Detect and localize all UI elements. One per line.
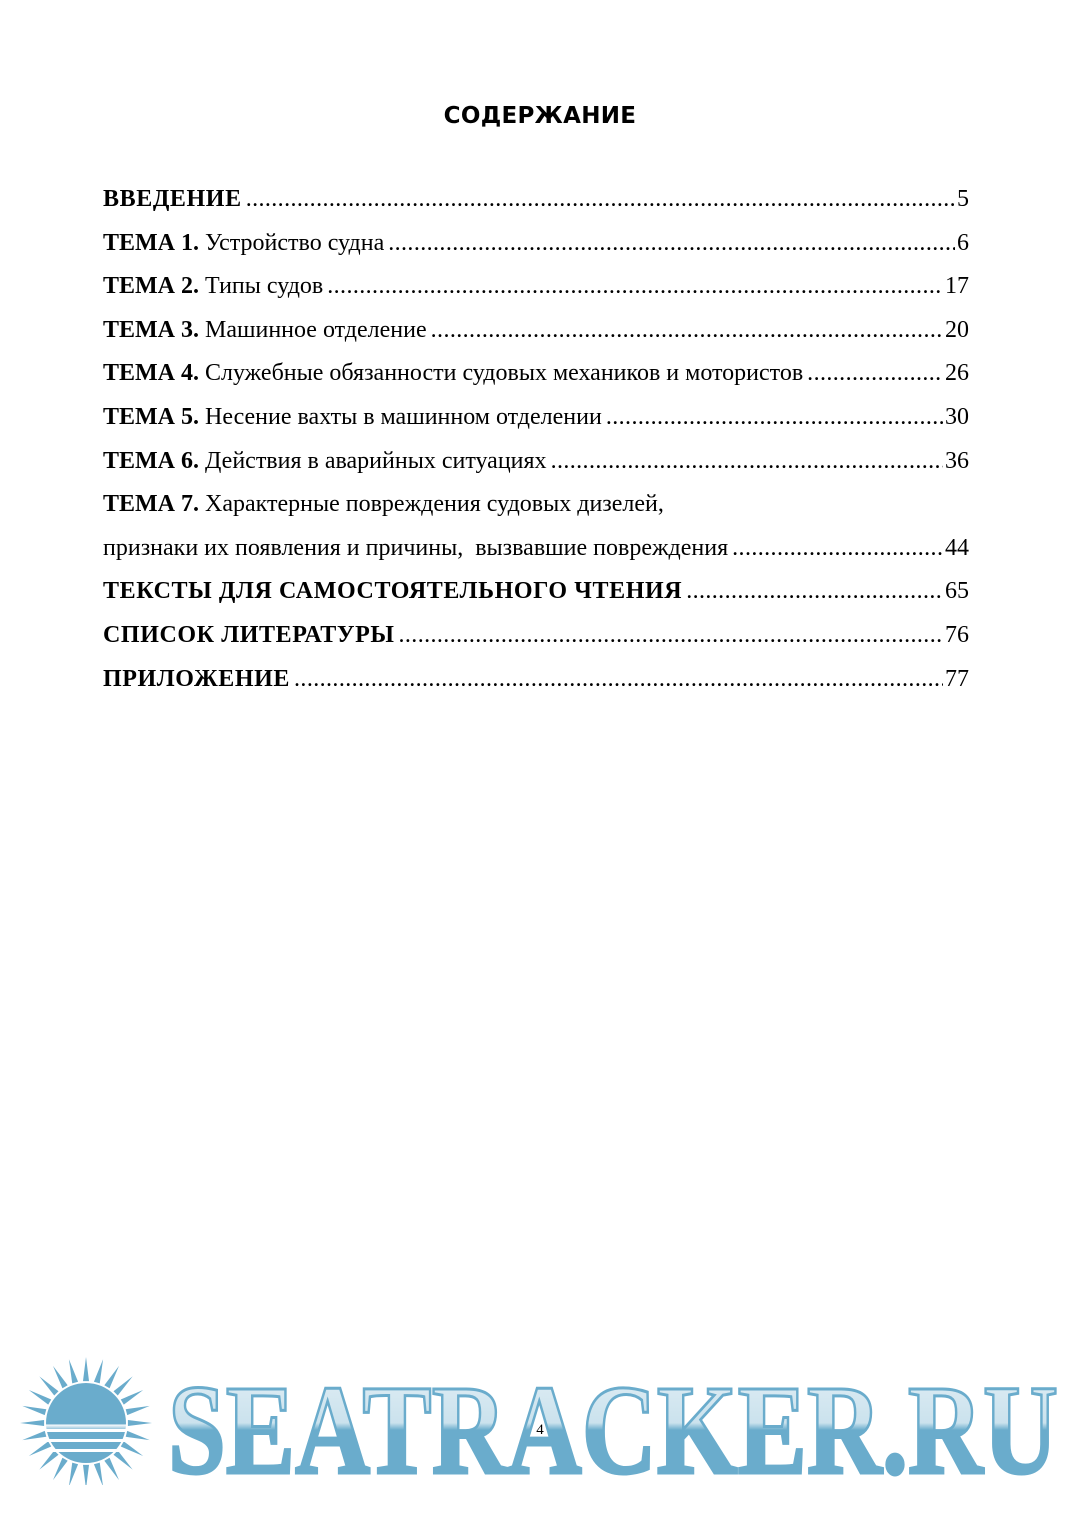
toc-entry-references[interactable] xyxy=(103,617,969,661)
sun-ray xyxy=(121,1390,143,1405)
toc-entry-page: 76 xyxy=(945,621,969,648)
toc-entry-label: ТЕМА 7. xyxy=(103,491,199,518)
toc-entry-label: ТЕМА 4. xyxy=(103,360,199,387)
watermark xyxy=(18,1355,1068,1485)
toc-entry-topic-4[interactable] xyxy=(103,355,969,399)
toc-entry-topic-7-continued[interactable] xyxy=(103,530,969,574)
toc-entry-label: ТЕМА 1. xyxy=(103,229,199,256)
toc-entry-topic-3[interactable] xyxy=(103,312,969,356)
sun-ray xyxy=(29,1390,51,1405)
toc-entry-title: признаки их появления и причины, вызвавшие повреждения xyxy=(103,534,729,561)
leader-dots xyxy=(399,617,944,653)
toc-entry-topic-7[interactable] xyxy=(103,486,969,530)
toc-entry-label: ТЕКСТЫ ДЛЯ САМОСТОЯТЕЛЬНОГО ЧТЕНИЯ xyxy=(103,578,683,605)
toc-entry-label: ПРИЛОЖЕНИЕ xyxy=(103,665,291,692)
sun-ray xyxy=(83,1357,89,1381)
watermark-text: SEATRACKER.RU xyxy=(168,1359,1058,1485)
leader-dots xyxy=(686,573,943,609)
toc-entry-topic-2[interactable] xyxy=(103,268,969,312)
sun-ray xyxy=(39,1376,58,1395)
toc-entry-page: 20 xyxy=(945,316,969,343)
sun-ray xyxy=(126,1406,150,1415)
toc-entry-introduction[interactable] xyxy=(103,181,969,225)
toc-entry-topic-6[interactable] xyxy=(103,443,969,487)
toc-entry-topic-5[interactable] xyxy=(103,399,969,443)
toc-entry-label: ВВЕДЕНИЕ xyxy=(103,186,242,212)
sun-ray xyxy=(22,1406,46,1415)
leader-dots xyxy=(807,355,943,391)
toc-entry-title: Характерные повреждения судовых дизелей, xyxy=(205,491,664,518)
leader-dots xyxy=(388,225,955,261)
sun-ray xyxy=(69,1463,78,1485)
sun-icon xyxy=(20,1357,152,1485)
leader-dots xyxy=(327,268,943,304)
toc-entry-page: 36 xyxy=(945,447,969,474)
sun-ray xyxy=(69,1359,78,1383)
toc-entry-label: ТЕМА 5. xyxy=(103,403,199,430)
leader-dots xyxy=(551,443,943,479)
toc-entry-page: 26 xyxy=(945,360,969,387)
page-number: 4 xyxy=(536,1422,544,1438)
toc-entry-page: 6 xyxy=(957,229,969,256)
toc-entry-title: Несение вахты в машинном отделении xyxy=(205,403,602,430)
toc-entry-title: Устройство судна xyxy=(205,229,385,256)
toc-entry-topic-1[interactable] xyxy=(103,225,969,269)
sun-ray xyxy=(113,1376,132,1395)
sun-ray xyxy=(83,1465,89,1485)
leader-dots xyxy=(246,181,955,217)
sun-ray xyxy=(39,1450,58,1469)
toc-entry-title: Действия в аварийных ситуациях xyxy=(205,447,547,474)
toc-entry-page: 44 xyxy=(945,534,969,561)
toc-entry-page: 5 xyxy=(957,186,969,212)
toc-entry-title: Типы судов xyxy=(205,273,324,300)
toc-entry-reading-texts[interactable] xyxy=(103,573,969,617)
sun-ray xyxy=(94,1359,103,1383)
sun-ray xyxy=(113,1450,132,1469)
leader-dots xyxy=(431,312,943,348)
toc-entry-label: СПИСОК ЛИТЕРАТУРЫ xyxy=(103,621,395,648)
toc-entry-label: ТЕМА 6. xyxy=(103,447,199,474)
sun-ray xyxy=(94,1463,103,1485)
toc-entry-page: 65 xyxy=(945,578,969,605)
sun-ray xyxy=(104,1366,119,1388)
sun-ray xyxy=(104,1458,119,1480)
sun-ray xyxy=(121,1441,143,1456)
toc-entry-label: ТЕМА 3. xyxy=(103,316,199,343)
sun-ray xyxy=(53,1366,68,1388)
toc-entry-label: ТЕМА 2. xyxy=(103,273,199,300)
sun-ray xyxy=(53,1458,68,1480)
leader-dots xyxy=(294,661,943,697)
leader-dots xyxy=(606,399,943,435)
toc-entry-page: 30 xyxy=(945,403,969,430)
toc-entry-title: Машинное отделение xyxy=(205,316,427,343)
toc-entry-page: 77 xyxy=(945,665,969,692)
toc-entry-title: Служебные обязанности судовых механиков и мотористов xyxy=(205,360,804,387)
leader-dots xyxy=(732,530,943,566)
toc-entry-page: 17 xyxy=(945,273,969,300)
table-of-contents xyxy=(103,181,969,704)
toc-entry-appendix[interactable] xyxy=(103,661,969,705)
page-title: СОДЕРЖАНИЕ xyxy=(443,103,637,129)
sun-ray xyxy=(29,1441,51,1456)
